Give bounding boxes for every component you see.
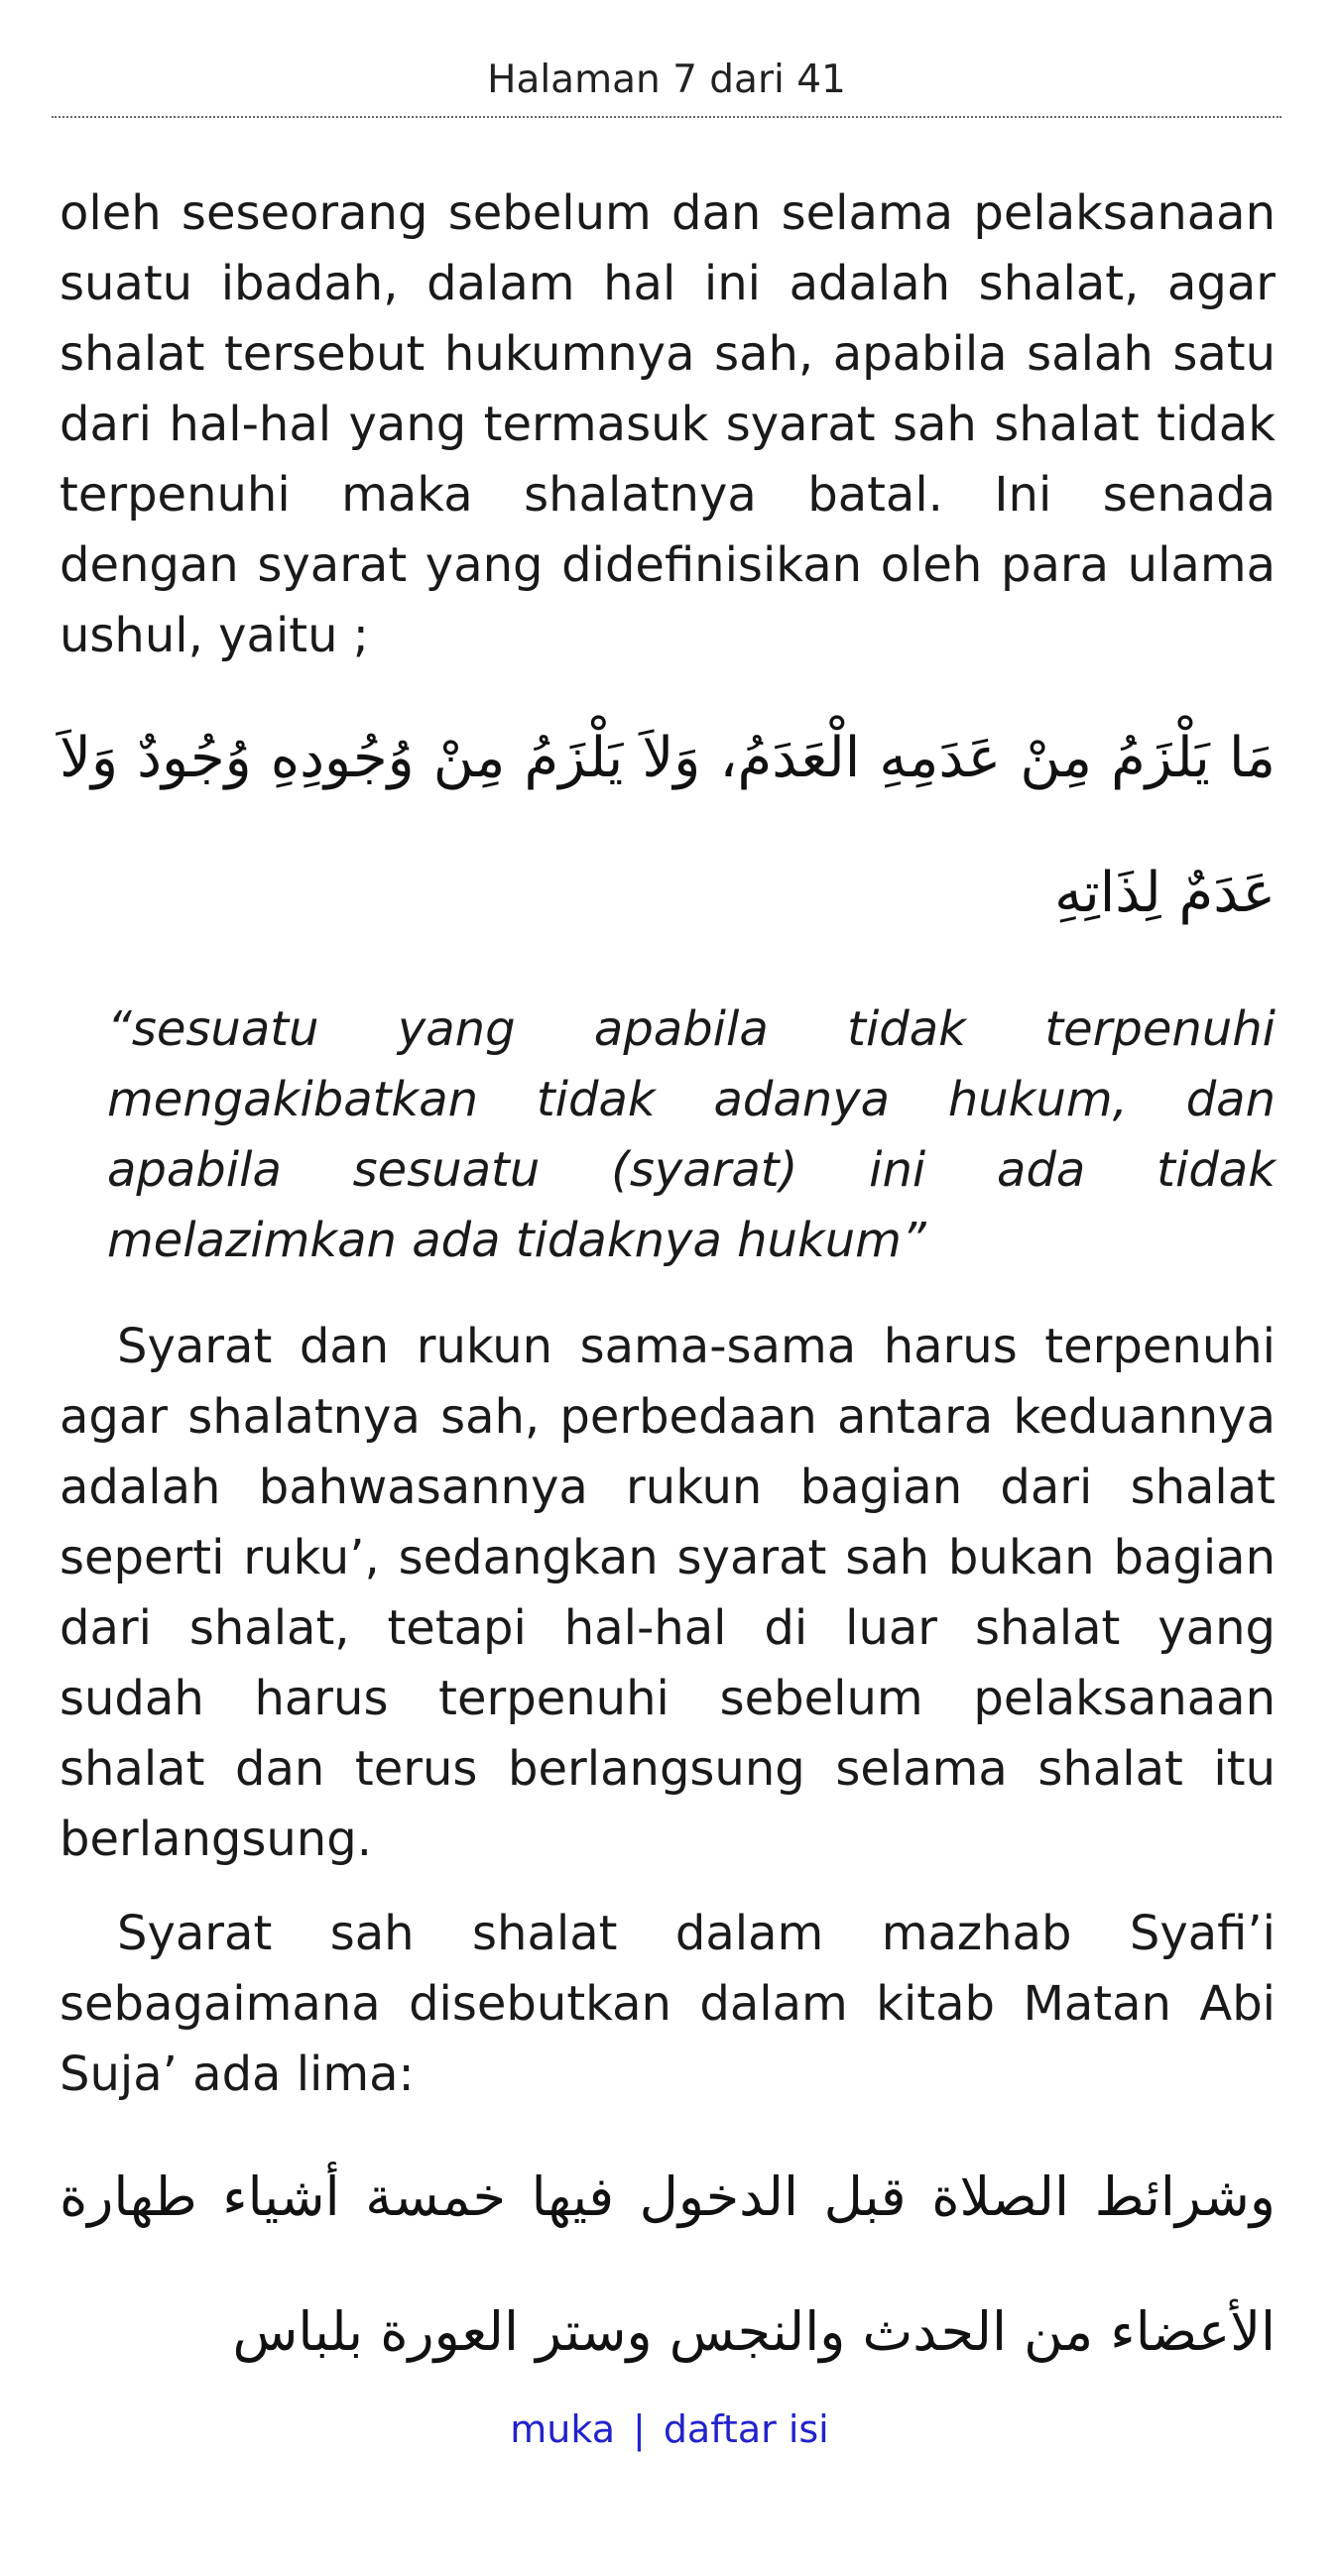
paragraph-syarat-rukun: Syarat dan rukun sama-sama harus terpenuhi agar shalatnya sah, perbedaan antara keduannya adalah bahwasannya rukun bagian dari shalat seperti ruku’, sedangkan syarat sah bukan bagian dari shalat, tetapi hal-hal di luar shalat yang sudah harus terpenuhi sebelum pelaksanaan shalat dan terus berlangsung selama shalat itu berlangsung. bbox=[60, 1319, 1276, 1867]
paragraph-syarat-sah: Syarat sah shalat dalam mazhab Syafi’i sebagaimana disebutkan dalam kitab Matan Abi Suja’ ada lima: bbox=[60, 1906, 1276, 2102]
footer-separator: | bbox=[633, 2407, 646, 2451]
arabic-definition-text: مَا يَلْزَمُ مِنْ عَدَمِهِ الْعَدَمُ، وَلاَ يَلْزَمُ مِنْ وُجُودِهِ وُجُودٌ وَلاَ عَدَمٌ لِذَاتِهِ bbox=[60, 726, 1276, 925]
table-of-contents-link[interactable]: daftar isi bbox=[663, 2407, 829, 2451]
paragraph-definition: oleh seseorang sebelum dan selama pelaksanaan suatu ibadah, dalam hal ini adalah shalat, agar shalat tersebut hukumnya sah, apabila salah satu dari hal-hal yang termasuk syarat sah shalat tidak terpenuhi maka shalatnya batal. Ini senada dengan syarat yang didefinisikan oleh para ulama ushul, yaitu ; bbox=[60, 185, 1276, 663]
page-number-header: Halaman 7 dari 41 bbox=[487, 58, 846, 102]
footer-nav bbox=[0, 2407, 1339, 2453]
home-link[interactable]: muka bbox=[510, 2407, 615, 2451]
arabic-matan-abi-suja: وشرائط الصلاة قبل الدخول فيها خمسة أشياء طهارة الأعضاء من الحدث والنجس وستر العورة بلباس bbox=[60, 2166, 1276, 2363]
translation-quote: “sesuatu yang apabila tidak terpenuhi mengakibatkan tidak adanya hukum, dan apabila sesuatu (syarat) ini ada tidak melazimkan ada tidaknya hukum” bbox=[107, 1001, 1276, 1268]
header-divider bbox=[52, 116, 1281, 118]
page-content bbox=[60, 178, 1276, 2400]
